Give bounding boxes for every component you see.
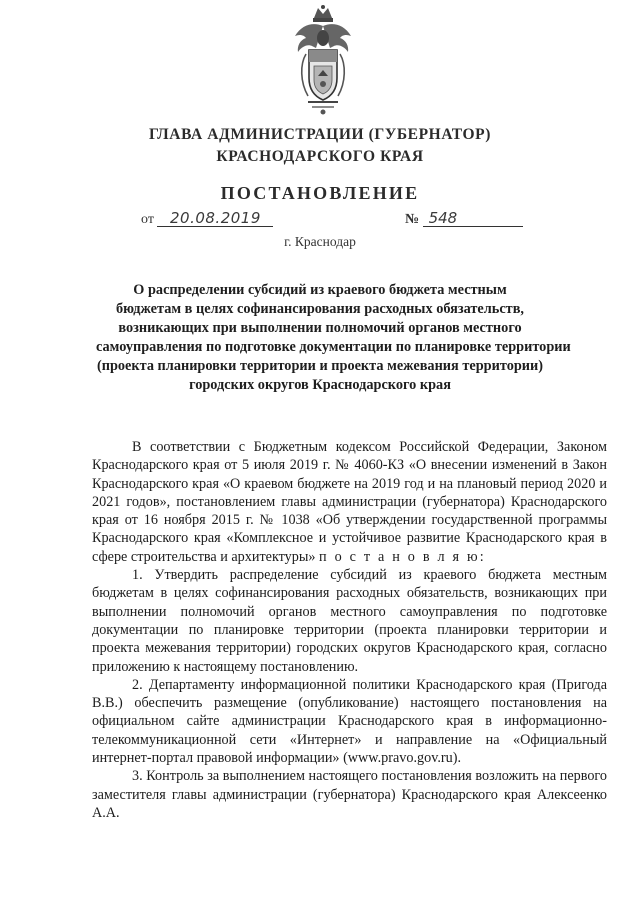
coat-of-arms-emblem [292,4,354,116]
title-line: городских округов Краснодарского края [189,377,451,393]
organization-title-line-2: КРАСНОДАРСКОГО КРАЯ [216,148,424,165]
number-prefix: № [405,212,420,227]
item-1-paragraph: 1. Утвердить распределение субсидий из краевого бюджета местным бюджетам в целях софинансирования расходных обязательств, возникающих при выполнении полномочий органов местного самоуправления по подготовке документации по планировке территории (проекта планировки территории и проекта межевания территории) городских округов Краснодарского края, согласно приложению к настоящему постановлению. [92,567,607,675]
document-title [96,281,571,395]
date-value: 20.08.2019 [157,210,273,227]
title-line: О распределении субсидий из краевого бюджета местным [133,282,507,298]
preamble-text: В соответствии с Бюджетным кодексом Российской Федерации, Законом Краснодарского края от 5 июля 2019 г. № 4060-КЗ «О внесении изменений в Закон Краснодарского края «О краевом бюджете на 2019 год и на плановый период 2020 и 2021 годов», постановлением главы администрации (губернатора) Краснодарского края от 16 ноября 2015 г. № 1038 «Об утверждении государственной программы Краснодарского края «Комплексное и устойчивое развитие Краснодарского края в сфере строительства и архитектуры» [92,439,607,565]
document-number [405,210,523,228]
document-date [141,210,273,228]
city-label: г. Краснодар [284,234,356,249]
title-line: самоуправления по подготовке документации по планировке территории [96,339,571,355]
title-line: бюджетам в целях софинансирования расходных обязательств, [115,301,525,317]
preamble-paragraph [92,438,607,566]
organization-title-line-1: ГЛАВА АДМИНИСТРАЦИИ (ГУБЕРНАТОР) [149,126,491,143]
item-3-paragraph: 3. Контроль за выполнением настоящего постановления возложить на первого заместителя главы администрации (губернатора) Краснодарского края Алексеенко А.А. [92,768,607,821]
document-body [92,438,607,822]
item-2-paragraph: 2. Департаменту информационной политики Краснодарского края (Пригода В.В.) обеспечить размещение (опубликование) настоящего постановления на официальном сайте администрации Краснодарского края в информационно-телекоммуникационной сети «Интернет» и направление на «Официальный интернет-портал правовой информации» (www.pravo.gov.ru). [92,676,607,767]
title-line: (проекта планировки территории и проекта межевания территории) [96,358,544,374]
date-prefix: от [141,212,154,227]
document-type-heading: ПОСТАНОВЛЕНИЕ [220,183,420,203]
number-value: 548 [423,210,523,227]
resolve-word: п о с т а н о в л я ю: [319,548,486,565]
title-line: возникающих при выполнении полномочий органов местного [118,320,522,336]
